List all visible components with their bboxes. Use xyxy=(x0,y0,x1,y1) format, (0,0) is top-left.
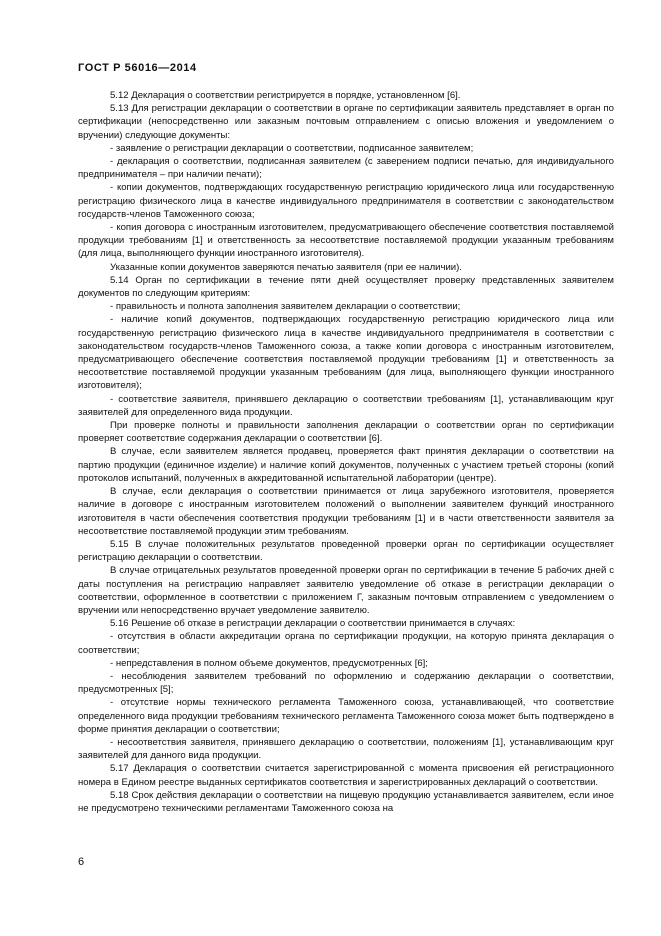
paragraph: - правильность и полнота заполнения заявителем декларации о соответствии; xyxy=(110,301,461,313)
paragraph: При проверке полноты и правильности заполнения декларации о соответствии орган по сертификации проверяет соответствие содержания декларации о соответствии [6]. xyxy=(78,420,614,445)
paragraph: - копия договора с иностранным изготовителем, предусматривающего обеспечение соответствия поставляемой продукции требованиям [1] и ответственность за несоответствие поставляемой продукции указанным требованиям (для лица, выполняющего функции иностранного изготовителя). xyxy=(78,222,614,260)
paragraph: - копии документов, подтверждающих государственную регистрацию юридического лица или государственную регистрацию физического лица в качестве индивидуального предпринимателя в соответствии с законодательством государств-членов Таможенного союза; xyxy=(78,182,614,220)
document-body xyxy=(78,89,614,815)
paragraph: 5.14 Орган по сертификации в течение пяти дней осуществляет проверку представленных заявителем документов по следующим критериям: xyxy=(78,274,614,300)
paragraph: В случае, если заявителем является продавец, проверяется факт принятия декларации о соответствии на партию продукции (единичное изделие) и наличие копий документов, полученных с участием третьей стороны (копий протоколов испытаний, полученных в аккредитованной испытательной лаборатории (центре). xyxy=(78,446,614,484)
paragraph: - несоответствия заявителя, принявшего декларацию о соответствии, положениям [1], устанавливающим круг заявителей для данного вида продукции. xyxy=(78,736,614,762)
paragraph: - наличие копий документов, подтверждающих государственную регистрацию юридического лица или государственную регистрацию физического лица в качестве индивидуального предпринимателя в соответствии с законодательством государств-членов Таможенного союза, а также копии договора с иностранным изготовителем, предусматривающего обеспечение соответствия поставляемой продукции требованиям [1] и ответственность за несоответствие поставляемой продукции указанным требованиям (для лица, выполняющего функции иностранного изготовителя); xyxy=(78,314,614,392)
paragraph: - декларация о соответствии, подписанная заявителем (с заверением подписи печатью, для индивидуального предпринимателя – при наличии печати); xyxy=(78,156,614,181)
paragraph: В случае, если декларация о соответствии принимается от лица зарубежного изготовителя, проверяется наличие в договоре с иностранным изготовителем положений о выполнении заявителем функций иностранного изготовителя в части обеспечения соответствия продукции требованиям [1] и в части ответственности заявителя за несоответствие поставляемой продукции этим требованиям. xyxy=(78,486,614,537)
document-code-header: ГОСТ Р 56016—2014 xyxy=(78,62,197,74)
paragraph: 5.16 Решение об отказе в регистрации декларации о соответствии принимается в случаях: xyxy=(110,618,516,630)
paragraph: - отсутствие нормы технического регламента Таможенного союза, устанавливающей, что соответствие определенного вида продукции требованиям технического регламента Таможенного союза может быть подтверждено в форме принятия декларации о соответствии; xyxy=(78,697,614,735)
paragraph: Указанные копии документов заверяются печатью заявителя (при ее наличии). xyxy=(110,261,462,273)
paragraph: - непредставления в полном объеме документов, предусмотренных [6]; xyxy=(110,657,428,669)
page-number: 6 xyxy=(78,856,85,868)
paragraph: В случае отрицательных результатов проведенной проверки орган по сертификации в течение 5 рабочих дней с даты поступления на регистрацию направляет заявителю уведомление об отказе в регистрации декларации о соответствии, оформленное в соответствии с приложением Г, заказным почтовым отправлением с уведомлением о вручении или непосредственно вручает уведомление заявителю. xyxy=(78,565,614,616)
paragraph: 5.17 Декларация о соответствии считается зарегистрированной с момента присвоения ей регистрационного номера в Едином реестре выданных сертификатов соответствия и зарегистрированных деклараций о соответствии. xyxy=(78,763,614,788)
paragraph: 5.18 Срок действия декларации о соответствии на пищевую продукцию устанавливается заявителем, если иное не предусмотрено техническими регламентами Таможенного союза на xyxy=(78,789,614,814)
paragraph: - соответствие заявителя, принявшего декларацию о соответствии требованиям [1], устанавливающим круг заявителей для определенного вида продукции. xyxy=(78,393,614,418)
paragraph: - отсутствия в области аккредитации органа по сертификации продукции, на которую принята декларация о соответствии; xyxy=(78,631,614,656)
paragraph: - несоблюдения заявителем требований по оформлению и содержанию декларации о соответствии, предусмотренных [5]; xyxy=(78,670,614,696)
paragraph: 5.13 Для регистрации декларации о соответствии в органе по сертификации заявитель представляет в орган по сертификации (непосредственно или заказным почтовым отправлением с описью вложения и уведомлением о вручении) следующие документы: xyxy=(78,103,614,141)
paragraph: 5.12 Декларация о соответствии регистрируется в порядке, установленном [6]. xyxy=(110,90,461,101)
paragraph: 5.15 В случае положительных результатов проведенной проверки орган по сертификации осуществляет регистрацию декларации о соответствии. xyxy=(78,538,614,564)
paragraph: - заявление о регистрации декларации о соответствии, подписанное заявителем; xyxy=(110,142,474,154)
